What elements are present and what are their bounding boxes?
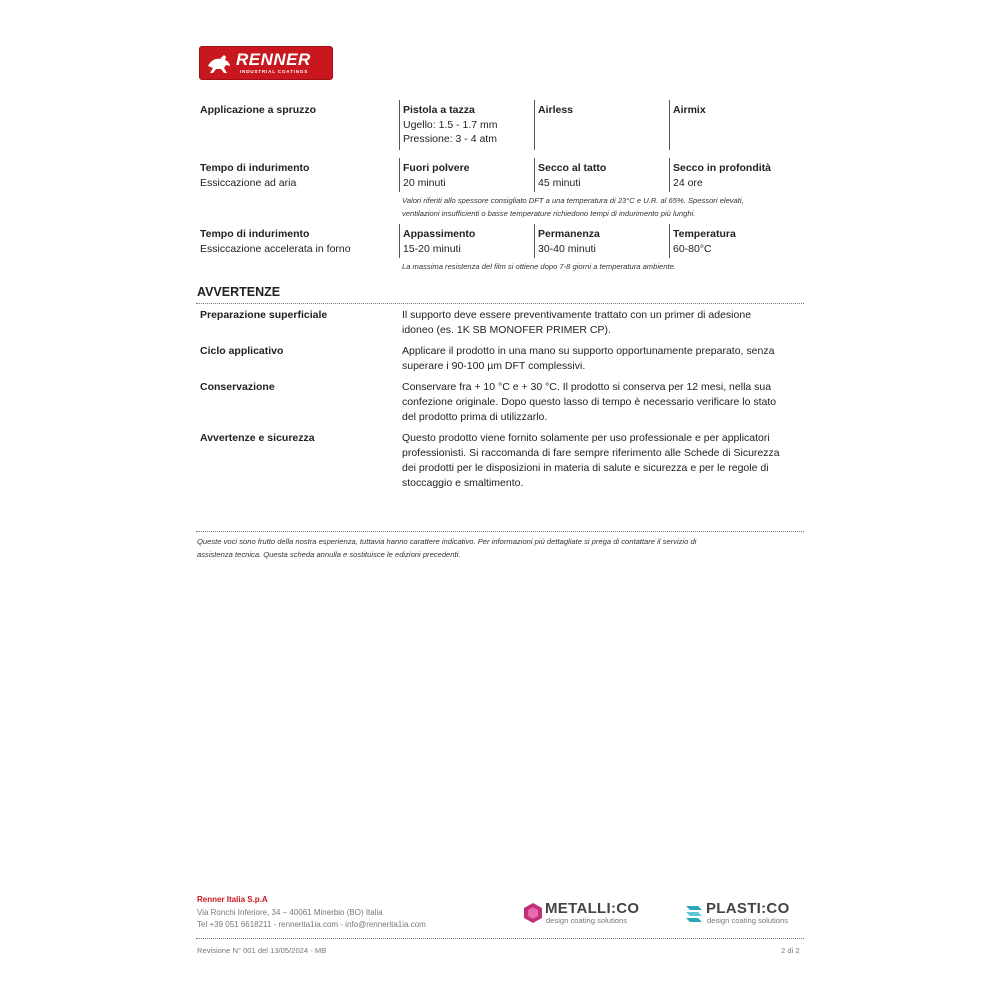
metallico-name: METALLI:CO [545,900,640,917]
warning-label-safety: Avvertenze e sicurezza [200,432,315,444]
spray-col1-line1: Ugello: 1.5 - 1.7 mm [403,118,498,131]
warning-label-application-cycle: Ciclo applicativo [200,345,284,357]
air-dry-note-line2: ventilazioni insufficienti o basse temperature richiedono tempi di indurimento più lunghi. [402,208,696,218]
text-line: Conservare fra + 10 °C e + 30 °C. Il prodotto si conserva per 12 mesi, nella sua [402,381,772,393]
disclaimer [197,535,797,561]
spray-label: Applicazione a spruzzo [200,104,317,116]
footer-revision: Revisione N° 001 del 13/05/2024 - MB [197,946,327,955]
horse-icon [206,52,232,76]
spray-col2-title: Airless [538,104,574,116]
footer-page-number: 2 di 2 [781,946,800,955]
footer-company: Renner Italia S.p.A [197,895,268,904]
logo-brand: RENNER [236,50,311,69]
plastico-sub: design coating solutions [707,916,789,925]
warnings-title: AVVERTENZE [197,285,281,299]
air-dry-label-block [200,161,309,190]
air-dry-col1-title: Fuori polvere [403,162,470,174]
warning-text-application-cycle [402,344,802,374]
spray-col-cup-gun [399,100,498,150]
oven-dry-col-temperature [669,224,736,258]
air-dry-col3-value: 24 ore [673,176,703,189]
text-line: dei prodotti per le disposizioni in materia di salute e sicurezza e per le regole di [402,462,769,474]
section-divider [196,303,804,304]
spray-col-airless [534,100,573,150]
metallico-sub: design coating solutions [546,916,628,925]
air-dry-col3-title: Secco in profondità [673,162,772,174]
warning-label-storage: Conservazione [200,381,275,393]
oven-dry-col3-title: Temperatura [673,228,736,240]
oven-dry-col3-value: 60-80°C [673,242,712,255]
oven-dry-note: La massima resistenza del film si ottiene dopo 7-8 giorni a temperatura ambiente. [402,262,676,271]
oven-dry-col2-value: 30-40 minuti [538,242,596,255]
text-line: superare i 90-100 µm DFT complessivi. [402,360,586,372]
footer-contacts: Tel +39 051 6618211 - rennerita1ia.com - info@rennerita1ia.com [197,920,426,929]
oven-dry-col-dwell [534,224,600,258]
oven-dry-label-block [200,227,351,256]
plastico-icon [684,902,704,924]
disclaimer-line1: Queste voci sono frutto della nostra esperienza, tuttavia hanno carattere indicativo. Per informazioni più dettagliate si prega di contattare il servizio di [197,537,697,546]
footer-address: Via Ronchi Inferiore, 34 – 40061 Minerbio (BO) Italia [197,908,383,917]
text-line: Questo prodotto viene fornito solamente per uso professionale e per applicatori [402,432,770,444]
oven-dry-sublabel: Essiccazione accelerata in forno [200,242,351,255]
spray-col1-line2: Pressione: 3 - 4 atm [403,133,497,146]
oven-dry-col1-value: 15-20 minuti [403,242,461,255]
air-dry-note [402,195,744,220]
text-line: professionisti. Si raccomanda di fare sempre riferimento alle Schede di Sicurezza [402,447,780,459]
spray-col1-title: Pistola a tazza [403,104,475,116]
text-line: Il supporto deve essere preventivamente trattato con un primer di adesione [402,309,752,321]
warning-label-surface-prep: Preparazione superficiale [200,309,328,321]
plastico-name: PLASTI:CO [706,900,790,917]
oven-dry-col1-title: Appassimento [403,228,476,240]
air-dry-col2-title: Secco al tatto [538,162,607,174]
warning-text-surface-prep [402,308,802,338]
footer-divider [196,938,804,939]
metallico-icon [523,902,543,924]
spray-col-airmix [669,100,706,150]
spray-col3-title: Airmix [673,104,706,116]
air-dry-sublabel: Essiccazione ad aria [200,176,297,189]
text-line: idoneo (es. 1K SB MONOFER PRIMER CP). [402,324,611,336]
air-dry-label: Tempo di indurimento [200,162,310,174]
oven-dry-col-flash-off [399,224,475,258]
oven-dry-col2-title: Permanenza [538,228,600,240]
text-line: Applicare il prodotto in una mano su supporto opportunamente preparato, senza [402,345,775,357]
air-dry-col-through-dry [669,158,771,192]
air-dry-col1-value: 20 minuti [403,176,446,189]
air-dry-col-dust-free [399,158,470,192]
disclaimer-line2: assistenza tecnica. Questa scheda annulla e sostituisce le edizioni precedenti. [197,550,461,559]
text-line: del prodotto prima di utilizzarlo. [402,411,548,423]
air-dry-col-touch-dry [534,158,606,192]
text-line: confezione originale. Dopo questo lasso di tempo è necessario verificare lo stato [402,396,777,408]
text-line: stoccaggio e smaltimento. [402,477,524,489]
logo-tagline: INDUSTRIAL COATINGS [240,69,309,74]
warning-text-safety [402,431,802,491]
air-dry-note-line1: Valori riferiti allo spessore consigliato DFT a una temperatura di 23°C e U.R. al 65%. Spessori elevati, [402,196,744,205]
warning-text-storage [402,380,802,425]
disclaimer-divider [196,531,804,532]
renner-logo [199,46,333,80]
air-dry-col2-value: 45 minuti [538,176,581,189]
oven-dry-label: Tempo di indurimento [200,228,310,240]
